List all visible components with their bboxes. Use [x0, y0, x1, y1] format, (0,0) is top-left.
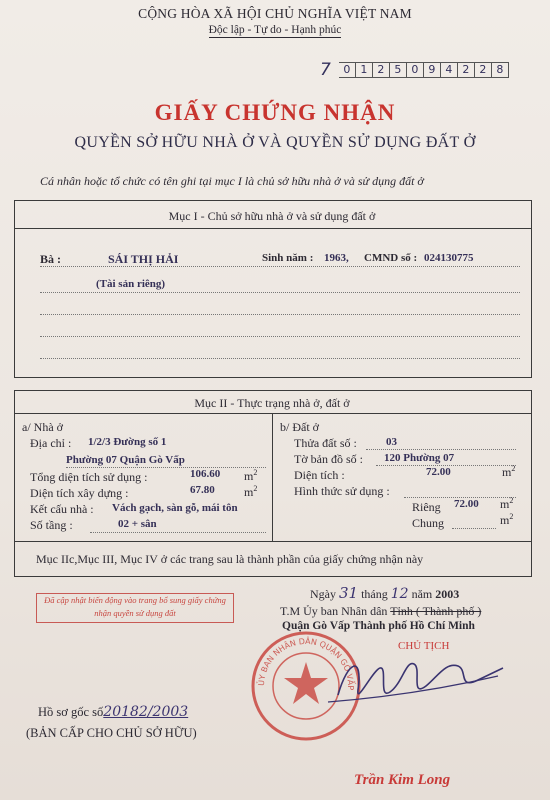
dotted-line — [452, 528, 496, 529]
use-form-label: Hình thức sử dụng : — [294, 484, 390, 498]
serial-digit: 9 — [424, 62, 441, 78]
serial-digit: 0 — [339, 62, 356, 78]
build-area-label: Diện tích xây dựng : — [30, 486, 129, 500]
dotted-line — [40, 266, 520, 267]
build-area-unit: $m^2$ — [244, 484, 258, 499]
authority-struck-text: Tỉnh ( Thành phố ) — [390, 604, 482, 618]
day-value: 31 — [339, 584, 359, 602]
dotted-line — [40, 314, 520, 315]
common-area-unit: $m^2$ — [500, 512, 514, 527]
section-1-box — [14, 200, 532, 378]
land-area-label: Diện tích : — [294, 468, 345, 482]
total-area-unit: $m^2$ — [244, 468, 258, 483]
motto-text: Độc lập - Tự do - Hạnh phúc — [208, 24, 342, 36]
private-area-unit: $m^2$ — [500, 496, 514, 511]
serial-digit: 1 — [356, 62, 373, 78]
map-label: Tờ bản đồ số : — [294, 452, 364, 466]
country-header: CỘNG HÒA XÃ HỘI CHỦ NGHĨA VIỆT NAM — [138, 6, 412, 21]
intro-text: Cá nhân hoặc tổ chức có tên ghi tại mục I là chủ sở hữu nhà ở và sử dụng đất ở — [40, 174, 424, 188]
authority-line-1 — [280, 604, 481, 619]
unit-text: m — [244, 485, 254, 499]
owner-title: Bà : — [40, 252, 61, 266]
total-area-label: Tổng diện tích sử dụng : — [30, 470, 148, 484]
total-area-value: 106.60 — [190, 468, 221, 480]
footer-sections-text: Mục IIc,Mục III, Mục IV ở các trang sau là thành phần của giấy chứng nhận này — [36, 552, 424, 566]
dotted-line — [90, 532, 266, 533]
section-2-heading: Mục II - Thực trạng nhà ở, đất ở — [194, 396, 350, 410]
signature — [318, 640, 508, 720]
unit-text: m — [500, 497, 510, 511]
land-area-unit: $m^2$ — [502, 464, 516, 479]
document-subtitle: QUYỀN SỞ HỮU NHÀ Ở VÀ QUYỀN SỬ DỤNG ĐẤT Ở — [74, 134, 476, 151]
update-stamp-note: Đã cập nhật biến động vào trang bổ sung giấy chứng nhận quyền sử dụng đất — [36, 593, 234, 623]
floors-label: Số tầng : — [30, 518, 73, 532]
id-label: CMND số : — [364, 252, 418, 264]
serial-number — [320, 60, 509, 80]
dotted-line — [66, 467, 266, 468]
unit-text: m — [244, 469, 254, 483]
unit-text: m — [502, 465, 512, 479]
map-value: 120 Phường 07 — [384, 452, 455, 464]
parcel-label: Thửa đất số : — [294, 436, 357, 450]
year-label: năm — [411, 587, 433, 601]
private-area-value: 72.00 — [454, 498, 479, 510]
common-label: Chung — [412, 516, 445, 530]
structure-label: Kết cấu nhà : — [30, 502, 94, 516]
land-heading: b/ Đất ở — [280, 420, 320, 434]
section-2-column-divider — [272, 413, 273, 541]
authority-line-2: Quận Gò Vấp Thành phố Hồ Chí Minh — [282, 620, 475, 632]
document-title: GIẤY CHỨNG NHẬN — [154, 100, 396, 125]
dotted-line — [40, 292, 520, 293]
serial-digit: 0 — [407, 62, 424, 78]
unit-text: m — [500, 513, 510, 527]
id-number: 024130775 — [424, 252, 474, 264]
serial-lead: 7 — [320, 60, 331, 80]
address-label: Địa chỉ : — [30, 436, 72, 450]
private-label: Riêng — [412, 500, 441, 514]
owner-name: SÁI THỊ HẢI — [108, 252, 179, 266]
month-value: 12 — [390, 586, 409, 602]
structure-value: Vách gạch, sàn gỗ, mái tôn — [112, 502, 238, 514]
record-label: Hồ sơ gốc số — [38, 705, 104, 719]
year-value: 2003 — [435, 587, 460, 601]
motto — [0, 24, 550, 36]
dotted-line — [40, 358, 520, 359]
section-1-divider — [14, 228, 531, 229]
serial-digit: 2 — [475, 62, 492, 78]
birth-label: Sinh năm : — [262, 252, 314, 264]
birth-year: 1963, — [324, 252, 349, 264]
serial-digit: 2 — [373, 62, 390, 78]
month-label: tháng — [361, 587, 388, 601]
dotted-line — [40, 336, 520, 337]
record-number: 20182/2003 — [103, 704, 189, 720]
authority-text: T.M Ủy ban Nhân dân — [280, 604, 388, 618]
ownership-note: (Tài sản riêng) — [96, 278, 166, 290]
serial-digit: 2 — [458, 62, 475, 78]
parcel-value: 03 — [386, 436, 397, 448]
day-label: Ngày — [310, 587, 336, 601]
issue-date — [310, 584, 459, 602]
signer-name: Trần Kim Long — [354, 772, 451, 788]
serial-digit: 8 — [492, 62, 509, 78]
section-1-heading: Mục I - Chủ sở hữu nhà ở và sử dụng đất ở — [168, 209, 376, 223]
house-heading: a/ Nhà ở — [22, 420, 63, 434]
land-area-value: 72.00 — [426, 466, 451, 478]
seal-text: ỦY BAN NHÂN DÂN QUẬN GÒ VẤP — [256, 636, 356, 691]
build-area-value: 67.80 — [190, 484, 215, 496]
record-number-row — [38, 704, 188, 720]
address-line-1: 1/2/3 Đường số 1 — [88, 436, 167, 448]
authority-role: CHỦ TỊCH — [398, 640, 450, 652]
copy-note: (BẢN CẤP CHO CHỦ SỞ HỮU) — [26, 726, 197, 740]
address-line-2: Phường 07 Quận Gò Vấp — [66, 454, 185, 466]
serial-digit: 4 — [441, 62, 458, 78]
floors-value: 02 + sân — [118, 518, 157, 530]
dotted-line — [366, 449, 516, 450]
serial-digit: 5 — [390, 62, 407, 78]
